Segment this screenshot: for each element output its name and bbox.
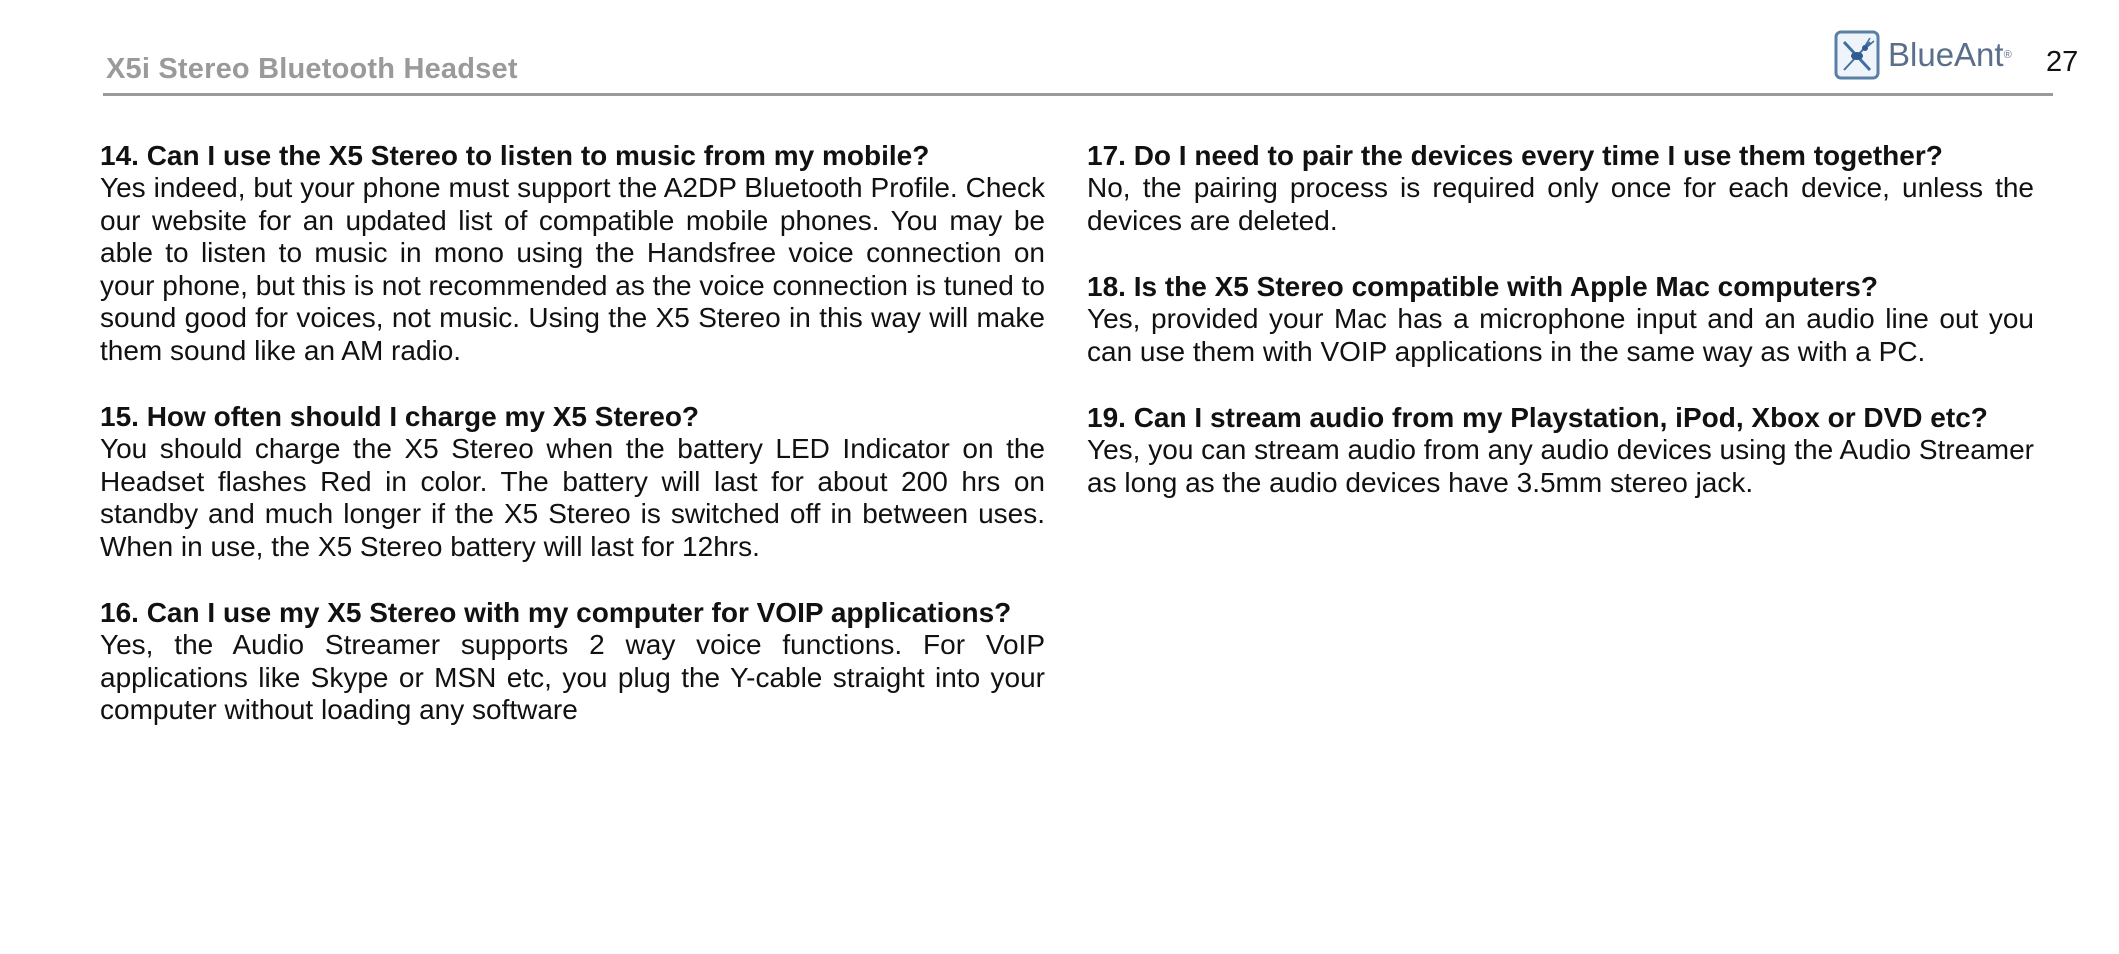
faq-question: 14. Can I use the X5 Stereo to listen to music from my mobile? [100, 140, 930, 171]
faq-item [1087, 139, 2034, 237]
faq-question: 18. Is the X5 Stereo compatible with Apple Mac computers? [1087, 271, 1878, 302]
brand-name: BlueAnt [1888, 36, 2004, 73]
faq-answer: Yes, the Audio Streamer supports 2 way voice functions. For VoIP applications like Skype or MSN etc, you plug the Y-cable straight into your computer without loading any software [100, 629, 1045, 725]
faq-question: 15. How often should I charge my X5 Stereo? [100, 401, 700, 432]
faq-item [100, 400, 1045, 563]
faq-item [100, 596, 1045, 727]
faq-answer: Yes, you can stream audio from any audio devices using the Audio Streamer as long as the audio devices have 3.5mm stereo jack. [1087, 434, 2034, 498]
blueant-ant-logo-icon [1834, 30, 1880, 80]
faq-item [1087, 401, 2034, 499]
faq-answer: No, the pairing process is required only once for each device, unless the devices are deleted. [1087, 172, 2034, 236]
faq-item [1087, 270, 2034, 368]
header-divider [103, 93, 2053, 96]
faq-question: 19. Can I stream audio from my Playstation, iPod, Xbox or DVD etc? [1087, 402, 1988, 433]
faq-item [100, 139, 1045, 367]
faq-question: 17. Do I need to pair the devices every time I use them together? [1087, 140, 1943, 171]
faq-answer: Yes indeed, but your phone must support the A2DP Bluetooth Profile. Check our website for an updated list of compatible mobile phones. You may be able to listen to music in mono using the Handsfree voice connection on your phone, but this is not recommended as the voice connection is tuned to sound good for voices, not music. Using the X5 Stereo in this way will make them sound like an AM radio. [100, 172, 1045, 366]
page-number: 27 [2046, 46, 2079, 78]
brand-logo [1834, 27, 2012, 83]
faq-question: 16. Can I use my X5 Stereo with my computer for VOIP applications? [100, 597, 1012, 628]
faq-column-left [100, 139, 1045, 760]
faq-answer: Yes, provided your Mac has a microphone input and an audio line out you can use them with VOIP applications in the same way as with a PC. [1087, 303, 2034, 367]
document-title: X5i Stereo Bluetooth Headset [106, 53, 518, 85]
faq-column-right [1087, 139, 2034, 532]
registered-mark: ® [2003, 49, 2012, 61]
faq-answer: You should charge the X5 Stereo when the battery LED Indicator on the Headset flashes Red in color. The battery will last for about 200 hrs on standby and much longer if the X5 Stereo is switched off in between uses. When in use, the X5 Stereo battery will last for 12hrs. [100, 433, 1045, 562]
